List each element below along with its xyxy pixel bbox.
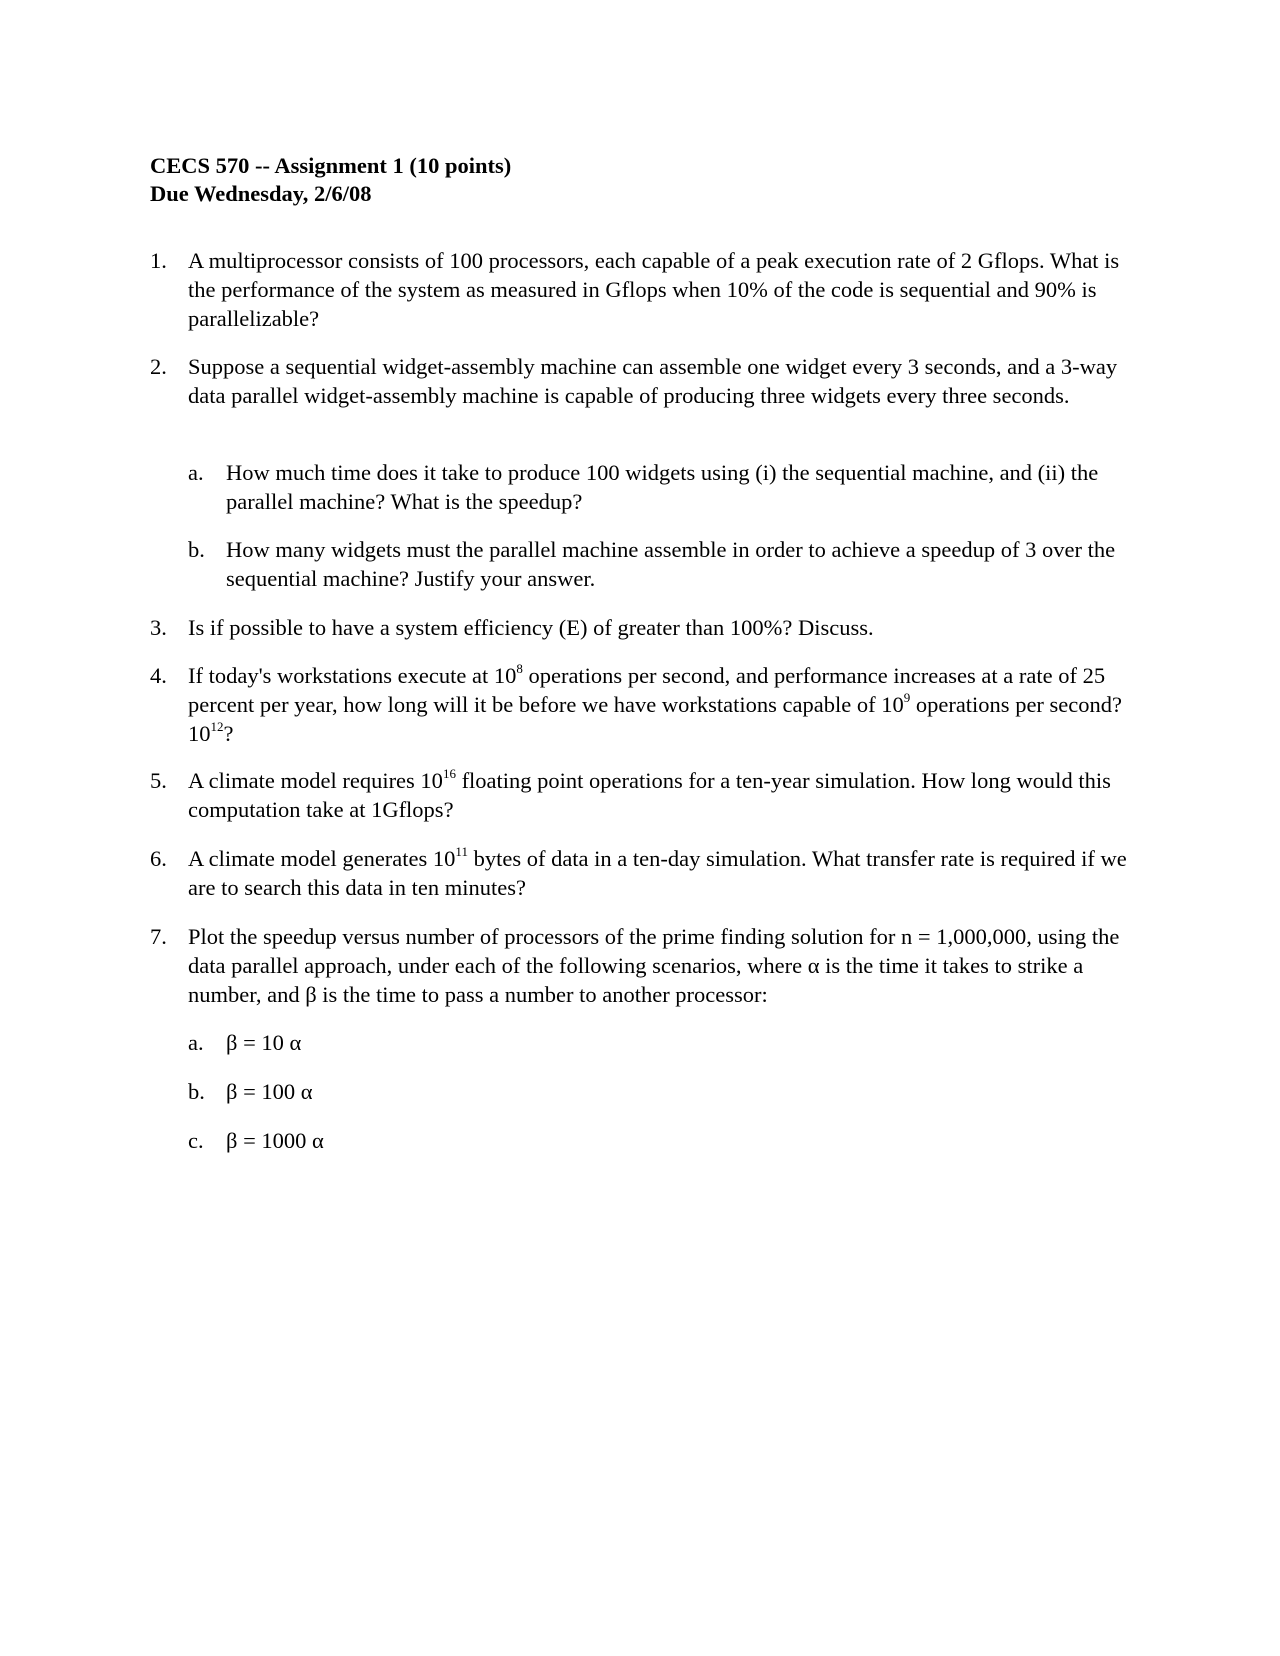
- question-2a: [188, 458, 1140, 516]
- exponent: 8: [516, 660, 523, 676]
- subquestion-letter: b.: [188, 537, 205, 562]
- subquestion-letter: a.: [188, 460, 204, 485]
- question-number: 7.: [150, 924, 167, 949]
- question-number: 2.: [150, 354, 167, 379]
- due-date: Due Wednesday, 2/6/08: [150, 181, 372, 206]
- question-text: [188, 844, 1140, 902]
- question-number: 3.: [150, 615, 167, 640]
- question-7c: [188, 1126, 1140, 1155]
- question-5: [150, 766, 1140, 824]
- question-7a: [188, 1028, 1140, 1057]
- question-6: [150, 844, 1140, 902]
- question-number: 5.: [150, 768, 167, 793]
- exponent: 11: [455, 843, 468, 859]
- question-text: [188, 661, 1140, 748]
- question-2: [150, 352, 1140, 410]
- subquestion-text: β = 1000 α: [226, 1128, 324, 1153]
- question-text: Is if possible to have a system efficiency (E) of greater than 100%? Discuss.: [188, 615, 874, 640]
- question-text: [188, 766, 1140, 824]
- subquestion-text: β = 100 α: [226, 1079, 313, 1104]
- question-number: 6.: [150, 846, 167, 871]
- text-segment: operations per second, and performance increases at a rate of 25 percent per year, how long will it be before we have workstations capable of 10: [188, 663, 1106, 717]
- question-number: 1.: [150, 248, 167, 273]
- subquestion-letter: a.: [188, 1030, 204, 1055]
- document-header: [150, 152, 511, 208]
- exponent: 12: [210, 718, 224, 734]
- question-text: Plot the speedup versus number of processors of the prime finding solution for n = 1,000,000, using the data parallel approach, under each of the following scenarios, where α is the time it takes to strike a number, and β is the time to pass a number to another processor:: [188, 924, 1120, 1007]
- assignment-title: CECS 570 -- Assignment 1 (10 points): [150, 153, 512, 178]
- exponent: 16: [442, 765, 456, 781]
- text-segment: operations per second? 10: [188, 692, 1123, 746]
- text-segment: floating point operations for a ten-year simulation. How long would this computation take at 1Gflops?: [188, 768, 1111, 822]
- text-segment: A climate model requires 10: [188, 768, 443, 793]
- subquestion-text: How many widgets must the parallel machine assemble in order to achieve a speedup of 3 over the sequential machine? Justify your answer.: [226, 537, 1116, 591]
- question-number: 4.: [150, 663, 167, 688]
- text-segment: bytes of data in a ten-day simulation. What transfer rate is required if we are to search this data in ten minutes?: [188, 846, 1127, 900]
- question-1: [150, 246, 1140, 333]
- text-segment: ?: [223, 721, 234, 746]
- question-7b: [188, 1077, 1140, 1106]
- subquestion-letter: b.: [188, 1079, 205, 1104]
- question-2b: [188, 535, 1140, 593]
- text-segment: A climate model generates 10: [188, 846, 456, 871]
- subquestion-letter: c.: [188, 1128, 204, 1153]
- subquestion-text: How much time does it take to produce 100 widgets using (i) the sequential machine, and (ii) the parallel machine? What is the speedup?: [226, 460, 1099, 514]
- text-segment: If today's workstations execute at 10: [188, 663, 517, 688]
- question-text: Suppose a sequential widget-assembly machine can assemble one widget every 3 seconds, and a 3-way data parallel widget-assembly machine is capable of producing three widgets every three seconds.: [188, 354, 1118, 408]
- exponent: 9: [903, 689, 911, 705]
- subquestion-text: β = 10 α: [226, 1030, 302, 1055]
- question-7: [150, 922, 1140, 1009]
- question-4: [150, 661, 1140, 748]
- question-text: A multiprocessor consists of 100 processors, each capable of a peak execution rate of 2 Gflops. What is the performance of the system as measured in Gflops when 10% of the code is sequential and 90% is parallelizable?: [188, 248, 1120, 331]
- question-3: [150, 613, 1140, 642]
